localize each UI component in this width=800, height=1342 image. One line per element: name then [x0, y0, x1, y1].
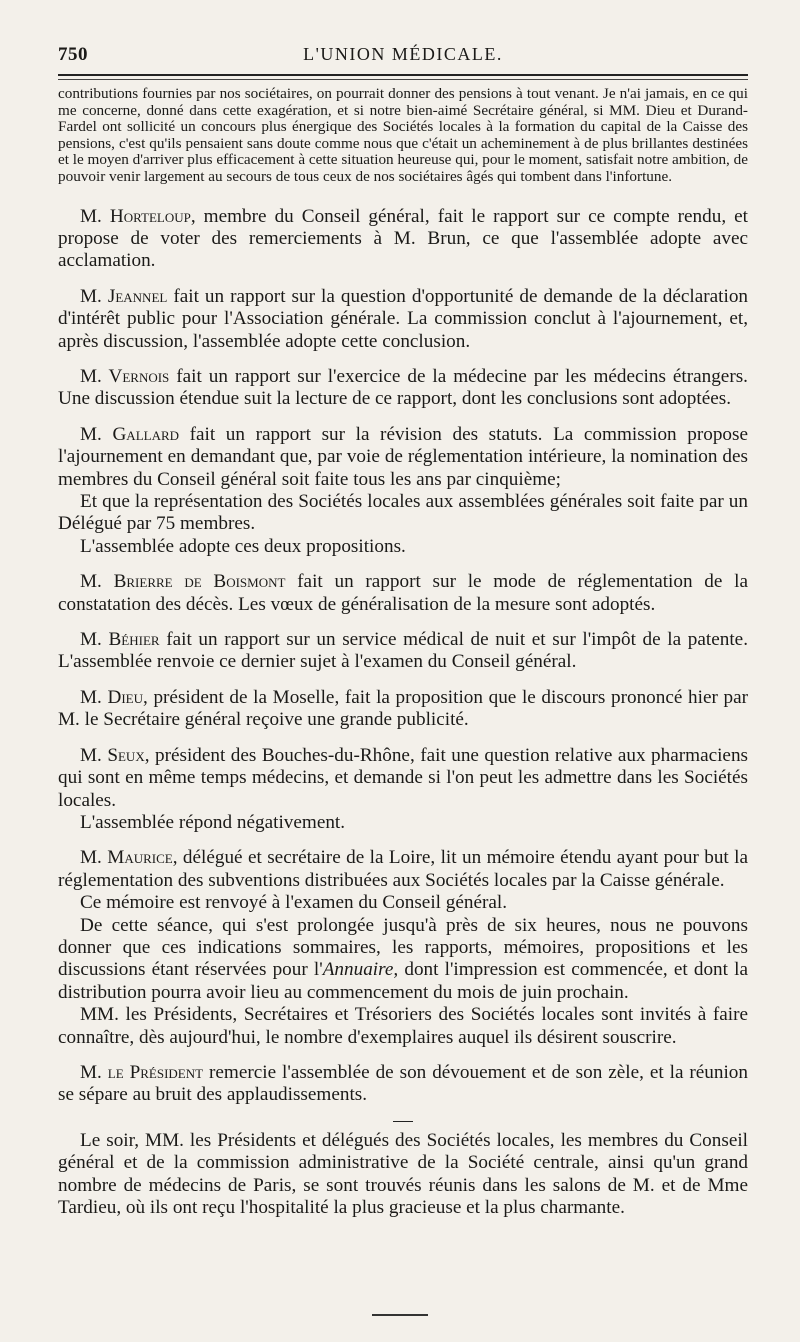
paragraph-president: M. le Président remercie l'assemblée de son dévouement et de son zèle, et la réunion se sépare au bruit des applaudissements.: [58, 1061, 748, 1106]
paragraph-maurice-2: Ce mémoire est renvoyé à l'examen du Conseil général.: [80, 892, 508, 914]
paragraph-invitation: MM. les Présidents, Secrétaires et Trésoriers des Sociétés locales sont invités à faire connaître, dès aujourd'hui, le nombre d'exemplaires auquel ils désirent souscrire.: [58, 1004, 748, 1048]
paragraph-dieu: M. Dieu, président de la Moselle, fait la proposition que le discours prononcé hier par M. le Secrétaire général reçoive une grande publicité.: [58, 686, 748, 731]
footer-rule: [372, 1314, 428, 1316]
page-number: 750: [58, 44, 88, 65]
running-title: L'UNION MÉDICALE.: [303, 44, 503, 64]
paragraph-horteloup: M. Horteloup, membre du Conseil général, fait le rapport sur ce compte rendu, et propose de voter des remerciements à M. Brun, ce que l'assemblée adopte avec acclamation.: [58, 205, 748, 272]
paragraph-behier: M. Béhier fait un rapport sur un service médical de nuit et sur l'impôt de la patente. L'assemblée renvoie ce dernier sujet à l'examen du Conseil général.: [58, 629, 748, 673]
paragraph-jeannel: M. Jeannel fait un rapport sur la question d'opportunité de demande de la déclaration d'intérêt public pour l'Association générale. La commission conclut à l'ajournement, et, après discussion, l'assemblée adopte cette conclusion.: [58, 285, 749, 352]
paragraph-seux: M. Seux, président des Bouches-du-Rhône, fait une question relative aux pharmaciens qui sont en même temps médecins, et demande si l'on peut les admettre dans les Sociétés locales.: [58, 744, 749, 811]
paragraph-seux-2: L'assemblée répond négativement.: [80, 811, 346, 833]
speaker-name: M. Jeannel: [80, 285, 168, 307]
page-header: [58, 40, 748, 72]
speaker-name: M. Horteloup: [80, 205, 191, 227]
paragraph-vernois: M. Vernois fait un rapport sur l'exercice de la médecine par les médecins étrangers. Une discussion étendue suit la lecture de ce rapport, dont les conclusions sont adoptées.: [58, 366, 748, 410]
paragraph-gallard: M. Gallard fait un rapport sur la révision des statuts. La commission propose l'ajournement en demandant que, par voie de réglementation intérieure, la nomination des membres du Conseil général soit faite tous les ans par cinquième;: [58, 423, 748, 490]
speaker-name: M. Gallard: [80, 423, 180, 445]
paragraph-gallard-3: L'assemblée adopte ces deux propositions.: [80, 535, 406, 557]
intro-paragraph: contributions fournies par nos sociétaires, on pourrait donner des pensions à tout venant. Je n'ai jamais, en ce qui me concerne, donné dans cette exagération, et si notre bien-aimé Secrétaire général, si MM. Dieu et Durand-Fardel ont sollicité un concours plus énergique des Sociétés locales à la formation du capital de la Caisse des pensions, c'est qu'ils pensaient sans doute comme nous que c'était un acheminement à de plus brillantes destinées et le moyen d'arriver plus efficacement à cette situation heureuse qui, pour le moment, satisfait notre ambition, de pouvoir venir largement au secours de tous ceux de nos sociétaires âgés qui tombent dans l'infortune.: [58, 85, 748, 185]
annuaire-title: Annuaire,: [322, 959, 399, 981]
speaker-name: M. Vernois: [80, 366, 170, 387]
paragraph-gallard-2: Et que la représentation des Sociétés locales aux assemblées générales soit faite par un Délégué par 75 membres.: [58, 491, 748, 535]
speaker-name: M. Seux: [80, 744, 145, 766]
header-rule-thin: [58, 79, 748, 80]
paragraph-seance: De cette séance, qui s'est prolongée jusqu'à près de six heures, nous ne pouvons donner que ces indications sommaires, les rapports, mémoires, propositions et les discussions étant réservées pour l'Annuaire, dont l'impression est commencée, et dont la distribution pourra avoir lieu au commencement du mois de juin prochain.: [58, 914, 748, 1003]
speaker-name: M. Maurice: [80, 847, 173, 869]
section-separator: [393, 1121, 413, 1122]
speaker-name: M. Béhier: [80, 629, 160, 651]
speaker-name: M. le Président: [80, 1061, 204, 1083]
paragraph-evening: Le soir, MM. les Présidents et délégués des Sociétés locales, les membres du Conseil général et de la commission administrative de la Société centrale, ainsi qu'un grand nombre de médecins de Paris, se sont trouvés réunis dans les salons de M. et de Mme Tardieu, où ils ont reçu l'hospitalité la plus gracieuse et la plus charmante.: [58, 1129, 748, 1218]
paragraph-brierre: M. Brierre de Boismont fait un rapport sur le mode de réglementation de la constatation des décès. Les vœux de généralisation de la mesure sont adoptés.: [58, 571, 748, 615]
speaker-name: M. Brierre de Boismont: [80, 571, 286, 593]
body-text: [58, 86, 748, 1219]
paragraph-maurice: M. Maurice, délégué et secrétaire de la Loire, lit un mémoire étendu ayant pour but la réglementation des subventions distribuées aux Sociétés locales par la Caisse générale.: [58, 847, 748, 891]
speaker-name: M. Dieu: [80, 686, 144, 708]
header-rule: [58, 74, 748, 76]
